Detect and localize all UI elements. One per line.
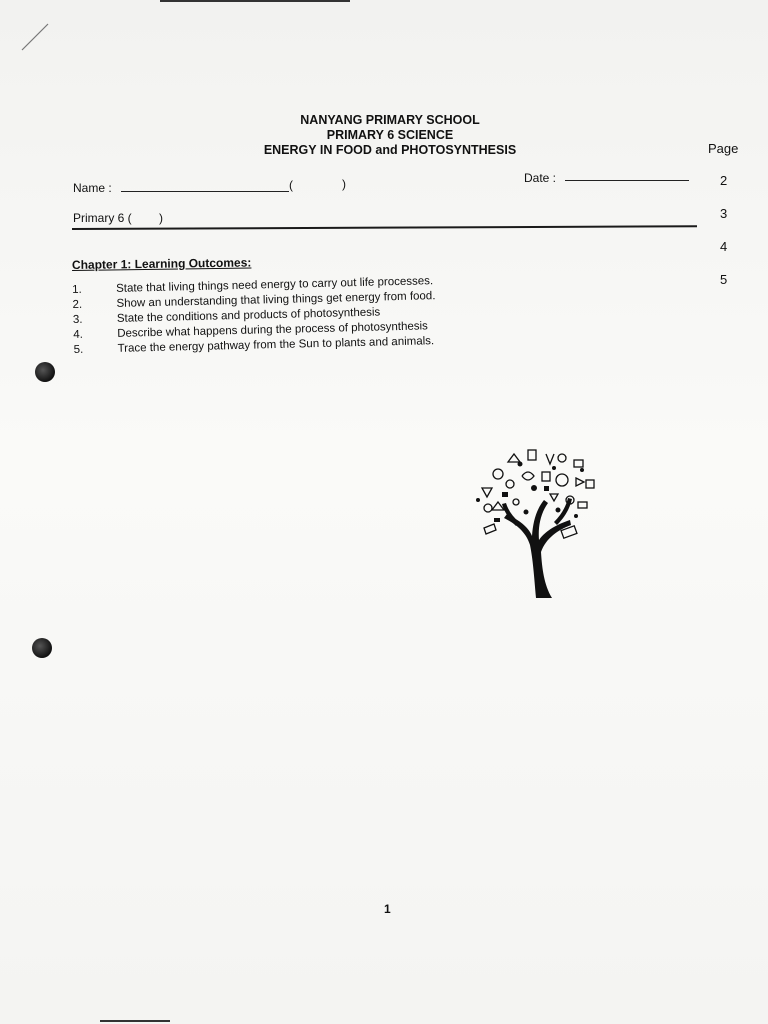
register-number-close: ) [342,177,346,191]
top-edge-line [160,0,350,2]
outcome-number: 5. [73,343,84,356]
outcome-text: Trace the energy pathway from the Sun to plants and animals. [117,335,435,355]
page-index-number: 2 [720,173,728,188]
outcome-text: Describe what happens during the process of photosynthesis [117,320,428,340]
outcome-number: 3. [72,313,83,326]
outcome-number: 4. [73,328,84,341]
page-number: 1 [384,902,391,916]
page-index-number: 4 [720,239,728,254]
pencil-mark-icon [18,20,54,56]
outcome-text: State that living things need energy to carry out life processes. [116,275,434,295]
chapter-title: Chapter 1: Learning Outcomes: [71,255,252,272]
learning-outcomes-list [72,272,534,358]
bottom-edge-line [100,1020,170,1022]
outcome-number: 2. [72,298,83,311]
register-number-open: ( [289,178,293,192]
class-close: ) [159,211,163,225]
outcome-text: Show an understanding that living things get energy from food. [116,290,436,310]
name-label: Name : [73,181,112,195]
date-label: Date : [524,171,557,185]
subject-title: PRIMARY 6 SCIENCE [326,128,454,142]
page-column-heading: Page [708,141,739,156]
page-index-number: 5 [720,272,728,287]
outcome-number: 1. [72,283,82,296]
outcome-text: State the conditions and products of photosynthesis [116,306,381,325]
punch-hole [32,638,52,658]
punch-hole [35,362,55,382]
school-name: NANYANG PRIMARY SCHOOL [300,113,480,127]
class-label: Primary 6 ( [73,211,132,225]
page-index-number: 3 [720,206,728,221]
science-tree-icon [458,440,608,600]
date-field-line[interactable] [565,180,689,181]
name-field-line[interactable] [121,191,289,192]
topic-title: ENERGY IN FOOD and PHOTOSYNTHESIS [263,143,517,157]
